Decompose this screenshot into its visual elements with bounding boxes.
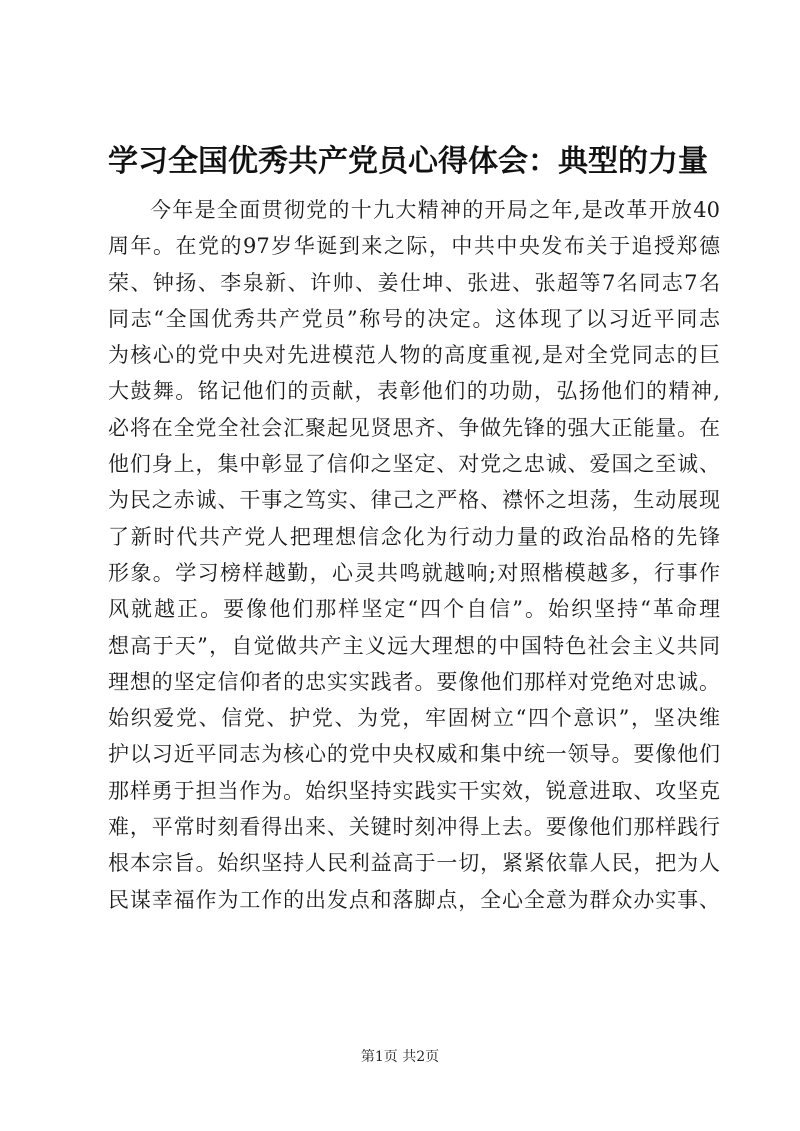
text-line: 荣、钟扬、李泉新、许帅、姜仕坤、张进、张超等7名同志7名 [108,270,720,295]
text-line: 同志“全国优秀共产党员”称号的决定。这体现了以习近平同志 [108,306,720,331]
text-line: 他们身上，集中彰显了信仰之坚定、对党之忠诚、爱国之至诚、 [108,452,720,477]
text-line: 为核心的党中央对先进模范人物的高度重视,是对全党同志的巨 [108,343,720,368]
text-line: 形象。学习榜样越勤，心灵共鸣就越响;对照楷模越多，行事作 [108,560,720,585]
text-line: 根本宗旨。始织坚持人民利益高于一切，紧紧依靠人民，把为人 [108,851,720,876]
document-title: 学习全国优秀共产党员心得体会：典型的力量 [108,144,708,179]
text-line: 了新时代共产党人把理想信念化为行动力量的政治品格的先锋 [108,524,720,549]
text-line: 周年。在党的97岁华诞到来之际，中共中央发布关于追授郑德 [108,234,720,259]
page-number-footer: 第1页 共2页 [360,1049,440,1065]
text-line: 大鼓舞。铭记他们的贡献，表彰他们的功勋，弘扬他们的精神, [108,379,720,404]
text-line: 难，平常时刻看得出来、关键时刻冲得上去。要像他们那样践行 [108,815,720,840]
text-line: 始织爱党、信党、护党、为党，牢固树立“四个意识”，坚决维 [108,706,720,731]
text-line: 风就越正。要像他们那样坚定“四个自信”。始织坚持“革命理 [108,597,720,622]
text-line: 民谋幸福作为工作的出发点和落脚点，全心全意为群众办实事、 [108,887,720,912]
text-line: 护以习近平同志为核心的党中央权威和集中统一领导。要像他们 [108,742,720,767]
text-line: 今年是全面贯彻党的十九大精神的开局之年,是改革开放40 [150,198,720,222]
body-paragraph [108,192,720,918]
text-line: 那样勇于担当作为。始织坚持实践实干实效，锐意进取、攻坚克 [108,778,720,803]
text-line: 理想的坚定信仰者的忠实实践者。要像他们那样对党绝对忠诚。 [108,669,720,694]
text-line: 想高于天”，自觉做共产主义远大理想的中国特色社会主义共同 [108,633,720,658]
text-line: 必将在全党全社会汇聚起见贤思齐、争做先锋的强大正能量。在 [108,415,720,440]
text-line: 为民之赤诚、干事之笃实、律己之严格、襟怀之坦荡，生动展现 [108,488,720,513]
